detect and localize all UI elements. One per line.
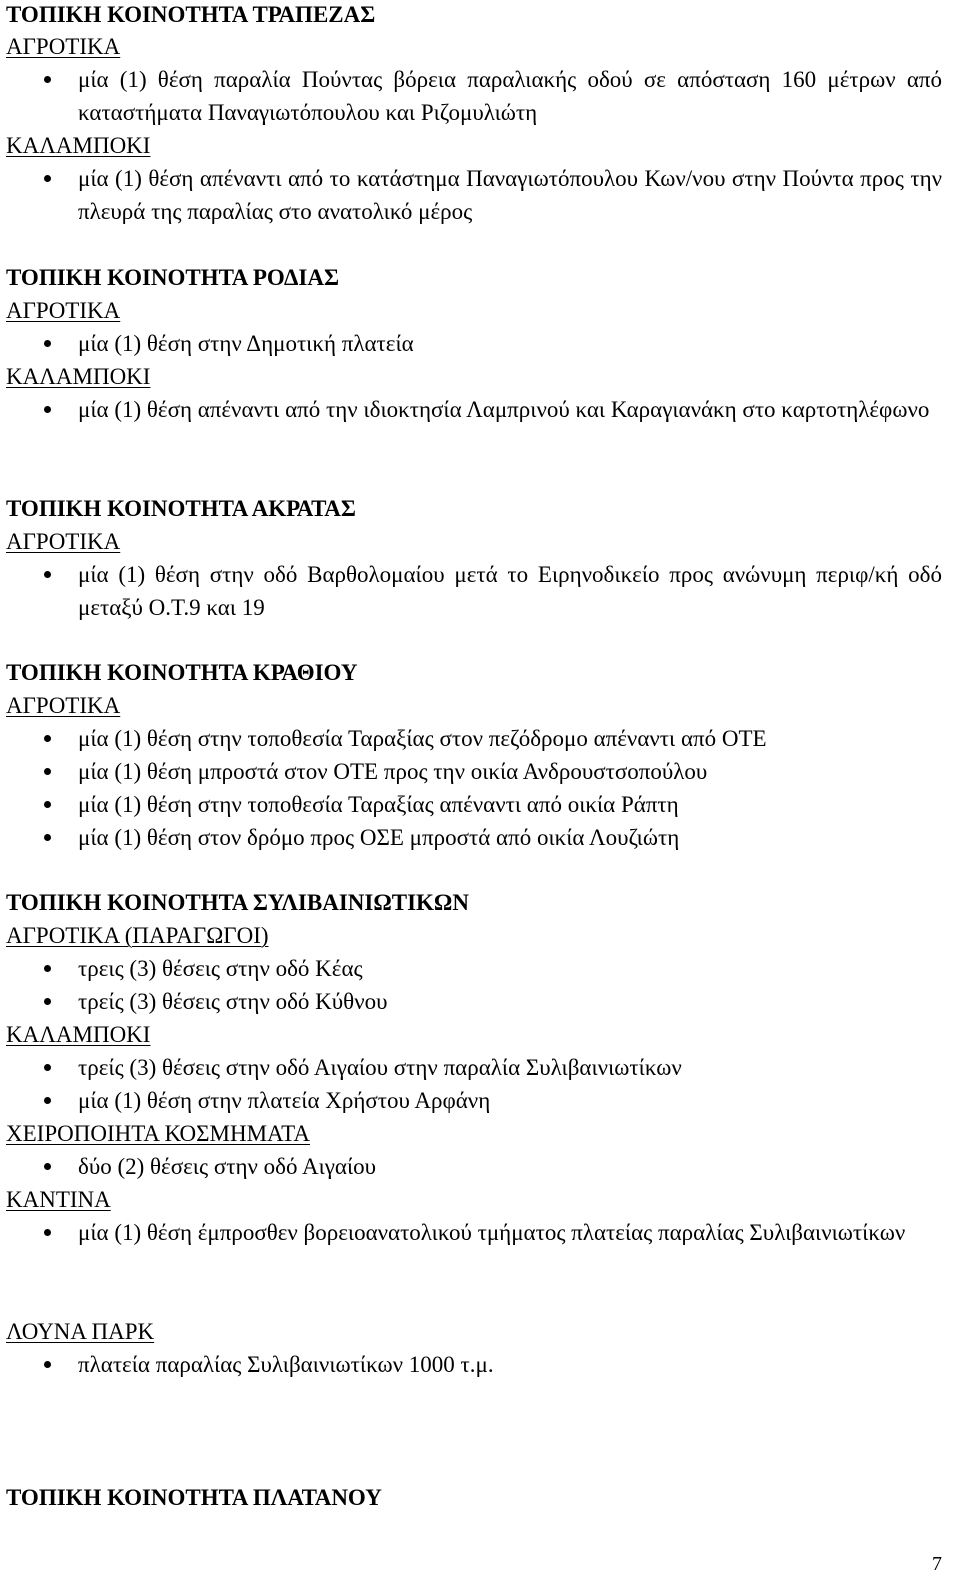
list-item: μία (1) θέση απέναντι από την ιδιοκτησία Λαμπρινού και Καραγιανάκη στο καρτοτηλέφωνο — [78, 397, 930, 422]
list-item: μία (1) θέση έμπροσθεν βορειοανατολικού τμήματος πλατείας παραλίας Συλιβαινιωτίκων — [78, 1220, 906, 1245]
category-agrotika-paragogoi: ΑΓΡΟΤΙΚΑ (ΠΑΡΑΓΩΓΟΙ) — [6, 923, 269, 948]
bullet-icon — [44, 175, 51, 182]
bullet-icon — [44, 1163, 51, 1170]
section-title-akratas: ΤΟΠΙΚΗ ΚΟΙΝΟΤΗΤΑ ΑΚΡΑΤΑΣ — [6, 496, 356, 521]
bullet-icon — [44, 965, 51, 972]
section-title-trapezas: ΤΟΠΙΚΗ ΚΟΙΝΟΤΗΤΑ ΤΡΑΠΕΖΑΣ — [6, 2, 376, 27]
category-kalampoki: ΚΑΛΑΜΠΟΚΙ — [6, 1022, 151, 1047]
bullet-icon — [44, 834, 51, 841]
category-louna-park: ΛΟΥΝΑ ΠΑΡΚ — [6, 1319, 155, 1344]
bullet-icon — [44, 340, 51, 347]
category-agrotika: ΑΓΡΟΤΙΚΑ — [6, 693, 121, 718]
list-item: μία (1) θέση στον δρόμο προς ΟΣΕ μπροστά από οικία Λουζιώτη — [78, 825, 680, 850]
list-item: μία (1) θέση μπροστά στον ΟΤΕ προς την οικία Ανδρουστσοπούλου — [78, 759, 708, 784]
list-item: μία (1) θέση στην Δημοτική πλατεία — [78, 331, 414, 356]
bullet-icon — [44, 406, 51, 413]
category-kalampoki: ΚΑΛΑΜΠΟΚΙ — [6, 133, 151, 158]
bullet-icon — [44, 1229, 51, 1236]
category-agrotika: ΑΓΡΟΤΙΚΑ — [6, 298, 121, 323]
bullet-icon — [44, 998, 51, 1005]
category-kantina: ΚΑΝΤΙΝΑ — [6, 1187, 111, 1212]
bullet-icon — [44, 768, 51, 775]
list-item: μία (1) θέση στην τοποθεσία Ταραξίας στον πεζόδρομο απέναντι από ΟΤΕ — [78, 726, 767, 751]
bullet-icon — [44, 801, 51, 808]
list-item: μία (1) θέση στην τοποθεσία Ταραξίας απέναντι από οικία Ράπτη — [78, 792, 679, 817]
list-item: τρείς (3) θέσεις στην οδό Κύθνου — [78, 989, 388, 1014]
list-item: δύο (2) θέσεις στην οδό Αιγαίου — [78, 1154, 377, 1179]
category-agrotika: ΑΓΡΟΤΙΚΑ — [6, 34, 121, 59]
list-item: μία (1) θέση απέναντι από το κατάστημα Παναγιωτόπουλου Κων/νου στην Πούντα προς την πλευρά της παραλίας στο ανατολικό μέρος — [78, 166, 942, 224]
section-title-sylivainiotikon: ΤΟΠΙΚΗ ΚΟΙΝΟΤΗΤΑ ΣΥΛΙΒΑΙΝΙΩΤΙΚΩΝ — [6, 890, 469, 915]
bullet-icon — [44, 571, 51, 578]
bullet-icon — [44, 1064, 51, 1071]
section-title-platanou: ΤΟΠΙΚΗ ΚΟΙΝΟΤΗΤΑ ΠΛΑΤΑΝΟΥ — [6, 1485, 382, 1510]
category-cheiropoiita-kosmimata: ΧΕΙΡΟΠΟΙΗΤΑ ΚΟΣΜΗΜΑΤΑ — [6, 1121, 310, 1146]
page-number: 7 — [932, 1553, 942, 1575]
section-title-rodias: ΤΟΠΙΚΗ ΚΟΙΝΟΤΗΤΑ ΡΟΔΙΑΣ — [6, 265, 340, 290]
bullet-icon — [44, 735, 51, 742]
list-item: μία (1) θέση παραλία Πούντας βόρεια παραλιακής οδού σε απόσταση 160 μέτρων από καταστήματα Παναγιωτόπουλου και Ριζομυλιώτη — [78, 67, 942, 125]
category-agrotika: ΑΓΡΟΤΙΚΑ — [6, 529, 121, 554]
list-item: τρείς (3) θέσεις στην οδό Αιγαίου στην παραλία Συλιβαινιωτίκων — [78, 1055, 682, 1080]
bullet-icon — [44, 1361, 51, 1368]
category-kalampoki: ΚΑΛΑΜΠΟΚΙ — [6, 364, 151, 389]
list-item: πλατεία παραλίας Συλιβαινιωτίκων 1000 τ.μ. — [78, 1352, 494, 1377]
section-title-krathiou: ΤΟΠΙΚΗ ΚΟΙΝΟΤΗΤΑ ΚΡΑΘΙΟΥ — [6, 660, 358, 685]
list-item: μία (1) θέση στην οδό Βαρθολομαίου μετά το Ειρηνοδικείο προς ανώνυμη περιφ/κή οδό μεταξύ Ο.Τ.9 και 19 — [78, 562, 942, 620]
list-item: τρεις (3) θέσεις στην οδό Κέας — [78, 956, 363, 981]
bullet-icon — [44, 1097, 51, 1104]
list-item: μία (1) θέση στην πλατεία Χρήστου Αρφάνη — [78, 1088, 491, 1113]
bullet-icon — [44, 76, 51, 83]
